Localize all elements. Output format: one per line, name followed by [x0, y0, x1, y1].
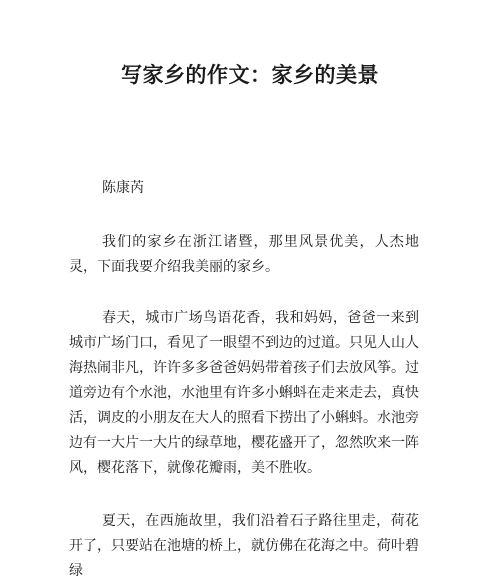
paragraph-summer: 夏天，在西施故里，我们沿着石子路往里走，荷花开了，只要站在池塘的桥上，就仿佛在花海之中。荷叶碧绿	[69, 513, 419, 579]
paragraph-intro: 我们的家乡在浙江诸暨，那里风景优美，人杰地灵，下面我要介绍我美丽的家乡。	[69, 234, 419, 275]
document-title: 写家乡的作文：家乡的美景	[121, 62, 379, 87]
author-name: 陈康芮	[102, 180, 144, 196]
paragraph-spring: 春天，城市广场鸟语花香，我和妈妈，爸爸一来到城市广场门口，看见了一眼望不到边的过道。只见人山人海热闹非凡，许许多多爸爸妈妈带着孩子们去放风筝。过道旁边有个水池，水池里有许多小蝌蚪在走来走去，真快活，调皮的小朋友在大人的照看下捞出了小蝌蚪。水池旁边有一大片一大片的绿草地，樱花盛开了，忽然吹来一阵风，樱花落下，就像花瓣雨，美不胜收。	[69, 310, 419, 476]
